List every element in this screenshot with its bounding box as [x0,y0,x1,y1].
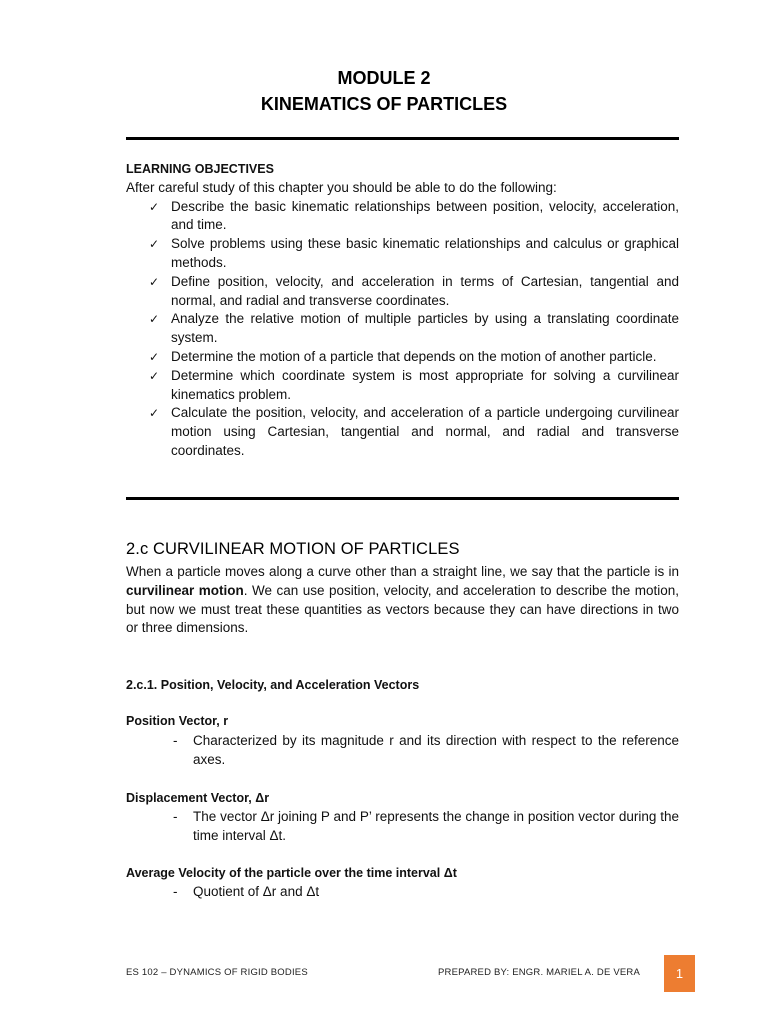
checkmark-icon: ✓ [149,199,160,214]
list-item: ✓ Calculate the position, velocity, and acceleration of a particle undergoing curvilinear motion using Cartesian, tangential and normal, and radial and transverse coordinates. [149,405,679,458]
checkmark-icon: ✓ [149,312,160,327]
checkmark-icon: ✓ [149,237,160,252]
list-item: ✓ Define position, velocity, and acceleration in terms of Cartesian, tangential and normal, and radial and transverse coordinates. [149,273,679,308]
checkmark-icon: ✓ [149,368,160,383]
list-item: ✓ Analyze the relative motion of multiple particles by using a translating coordinate system. [149,311,679,346]
footer-course: ES 102 – DYNAMICS OF RIGID BODIES [126,967,308,978]
bottom-divider [126,497,679,500]
module-label: MODULE 2 [337,68,431,88]
page-title: KINEMATICS OF PARTICLES [260,94,508,114]
position-vector-heading: Position Vector, r [126,714,229,728]
position-vector-description: - Characterized by its magnitude r and its direction with respect to the reference axes. [173,733,679,767]
learning-objectives [126,160,679,461]
checkmark-icon: ✓ [149,274,160,289]
objectives-intro: After careful study of this chapter you should be able to do the following: [126,179,557,195]
dash-bullet: - [173,733,178,748]
dash-bullet: - [173,884,178,899]
section-heading: 2.c CURVILINEAR MOTION OF PARTICLES [126,540,460,558]
list-item: ✓ Determine which coordinate system is most appropriate for solving a curvilinear kinematics problem. [149,367,679,402]
objectives-list [126,198,679,461]
dash-bullet: - [173,809,178,824]
objectives-heading: LEARNING OBJECTIVES [126,162,274,176]
emphasis-term: curvilinear motion [126,582,244,598]
checkmark-icon: ✓ [149,349,160,364]
subsection-heading: 2.c.1. Position, Velocity, and Acceleration Vectors [126,678,420,692]
section-paragraph: When a particle moves along a curve other than a straight line, we say that the particle is in curvilinear motion. We can use position, velocity, and acceleration to describe the motion, but now we must treat these quantities as vectors because they can have directions in two or three dimensions. [126,564,680,636]
page-number-badge: 1 [664,955,695,992]
footer-author: PREPARED BY: ENGR. MARIEL A. DE VERA [437,967,640,978]
list-item: ✓ Describe the basic kinematic relationships between position, velocity, acceleration, and time. [149,198,679,233]
checkmark-icon: ✓ [149,406,160,421]
average-velocity-heading: Average Velocity of the particle over the time interval Δt [126,866,457,880]
list-item: ✓ Determine the motion of a particle that depends on the motion of another particle. [126,348,679,367]
average-velocity-description: - Quotient of Δr and Δt [126,883,679,902]
top-divider [126,137,679,140]
displacement-vector-heading: Displacement Vector, Δr [126,791,270,805]
displacement-vector-description: - The vector Δr joining P and P’ represents the change in position vector during the time interval Δt. [173,809,679,843]
list-item: ✓ Solve problems using these basic kinematic relationships and calculus or graphical methods. [149,236,679,270]
